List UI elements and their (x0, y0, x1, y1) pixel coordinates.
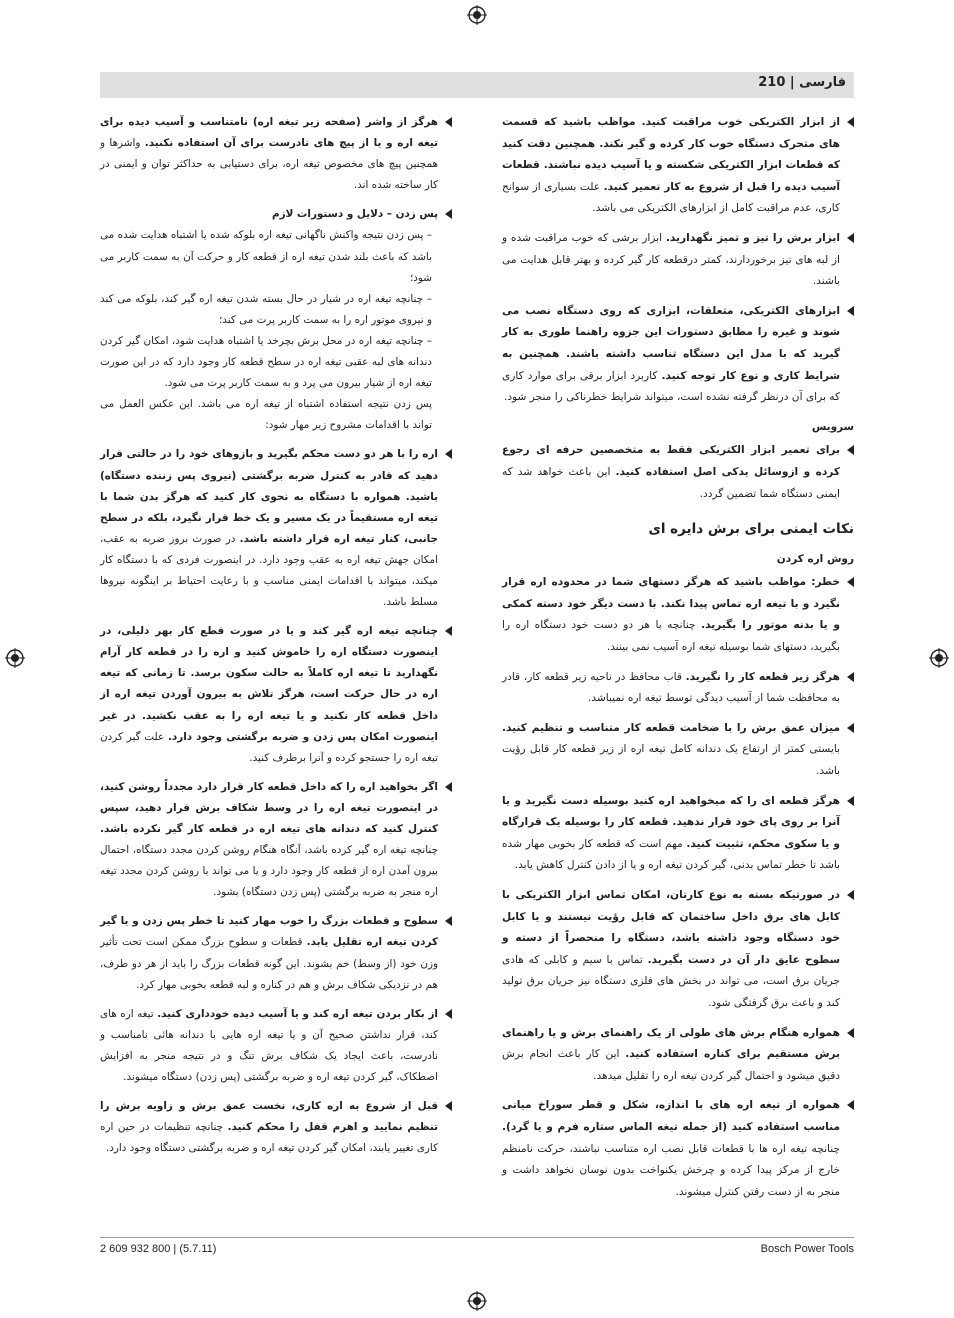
list-item (502, 885, 854, 1015)
item-bold-text: در صورتیکه بسته به نوع کارتان، امکان تماس ابزار الکتریکی با کابل های برق داخل ساختمان که قابل رؤیت نیستند و یا کابل خود دستگاه وجود داشته باشد، دستگاه را منحصراً از دسته و سطوح عایق دار آن در دست بگیرید. (502, 889, 840, 966)
item-text: چنانچه با هر دو دست خود دستگاه اره را بگیرید، دستهای شما بوسیله تیغه اره آسیب نمی بینند. (502, 619, 840, 654)
list-item (100, 112, 452, 196)
item-text: ابزار برشی که خوب مراقبت شده و از لبه های تیز برخوردارند، کمتر درقطعه کار گیر کرده و بهتر قابل هدایت می باشند. (502, 231, 840, 288)
bullet-triangle-icon (445, 782, 452, 792)
item-text: در صورت بروز ضربه به عقب، امکان جهش تیغه اره به عقب وجود دارد. در اینصورت فردی که با دستگاه کار میکند، میتواند با اقدامات ایمنی مناسب و با رعایت احتیاط بر اینگونه نیروها مسلط باشد. (100, 532, 438, 609)
item-bold-text: سطوح و قطعات بزرگ را خوب مهار کنید تا خطر پس زدن و یا گیر کردن تیغه اره تقلیل یابد. (100, 915, 438, 949)
list-item (100, 1096, 452, 1159)
bullet-triangle-icon (445, 117, 452, 127)
bullet-triangle-icon (847, 1028, 854, 1038)
footer-divider (100, 1237, 854, 1238)
kickback-line: – چنانچه تیغه اره در محل برش بچرخد یا اشتباه هدایت شود، امکان گیر کردن دندانه های لبه عقبی تیغه اره در سطح قطعه کار وجود دارد که در این صورت تیغه اره از شیار بیرون می پرد و به سمت کاربر پرت می شود. (100, 334, 432, 390)
list-item (502, 1095, 854, 1203)
item-bold-text: هرگز از واشر (صفحه زیر تیغه اره) نامتناسب و آسیب دیده برای تیغه اره و یا از پیچ های نادرست برای آن استفاده نکنید. (100, 116, 438, 150)
page-title: فارسی | 210 (758, 75, 846, 90)
item-bold-text: همواره از تیغه اره های با اندازه، شکل و قطر سوراخ میانی مناسب استفاده کنید (از جمله تیغه الماس ستاره فرم و یا گرد). (502, 1099, 840, 1133)
registration-mark-bottom (467, 1291, 487, 1311)
section-heading-service: سرویس (811, 420, 854, 433)
item-text: کاربرد ابزار برقی برای موارد کاری که برای آن درنظر گرفته نشده است، میتواند شرایط خطرناکی را منجر شود. (502, 369, 840, 404)
list-item (100, 911, 452, 995)
bullet-triangle-icon (847, 117, 854, 127)
item-bold-text: میزان عمق برش را با ضخامت قطعه کار متناسب و تنظیم کنید. (502, 721, 840, 734)
bullet-triangle-icon (847, 723, 854, 733)
list-item (502, 228, 854, 293)
bullet-triangle-icon (445, 209, 452, 219)
list-item (100, 777, 452, 904)
left-column (100, 112, 452, 1167)
section-heading-safety: نکات ایمنی برای برش دایره ای (648, 521, 854, 538)
bullet-triangle-icon (445, 916, 452, 926)
item-bold-text: برای تعمیر ابزار الکتریکی فقط به متخصصین حرفه ای رجوع کرده و ازوسائل یدکی اصل استفاده کنید. (502, 444, 841, 478)
kickback-line: – پس زدن نتیجه واکنش ناگهانی تیغه اره بلوکه شده یا اشتباه هدایت شده می باشد که باعث بلند شدن تیغه اره از قطعه کار و حرکت آن به سمت کاربر می شود؛ (100, 229, 432, 284)
bullet-triangle-icon (445, 449, 452, 459)
bullet-triangle-icon (847, 233, 854, 243)
registration-mark-top (467, 5, 487, 25)
list-item (502, 791, 854, 877)
kickback-line: – چنانچه تیغه اره در شیار در حال بسته شدن تیغه اره گیر کند، بلوکه می کند و نیروی موتور اره را به سمت کاربر پرت می کند؛ (100, 292, 432, 326)
item-text: تیغه اره های کند، قرار نداشتن صحیح آن و یا تیغه اره هایی با دندانه هائی نامناسب و نادرست، باعث ایجاد یک شکاف برش تنگ و در نتیجه منجر به افزایش اصطکاک، گیر کردن تیغه اره و ضربه برگشتی (پس زدن) دستگاه میشوند. (100, 1007, 438, 1084)
item-bold-text: اگر بخواهید اره را که داخل قطعه کار قرار دارد مجدداً روشن کنید، در اینصورت تیغه اره را در وسط شکاف برش قرار دهید، سپس کنترل کنید که دندانه های تیغه اره در قطعه کار گیر نکرده باشد. (100, 780, 438, 835)
item-bold-text: هرگز قطعه ای را که میخواهید اره کنید بوسیله دست نگیرید و یا آنرا بر روی پای خود قرار ندهید. قطعه کار را بوسیله یک قرارگاه و یا سکوی محکم، تثبیت کنید. (502, 794, 840, 850)
list-item (502, 718, 854, 783)
list-item (502, 1023, 854, 1088)
item-bold-text: همواره هنگام برش های طولی از یک راهنمای برش و یا راهنمای برش مستقیم برای کناره استفاده کنید. (502, 1026, 840, 1061)
item-text: قطعات و سطوح بزرگ ممکن است تحت تأثیر وزن خود (از وسط) خم بشوند. این گونه قطعات بزرگ را باید از هر دو طرف، هم در نزدیکی شکاف برش و هم در کناره و لبه قطعه بخوبی مهار کرد. (100, 936, 438, 991)
kickback-line: پس زدن نتیجه استفاده اشتباه از تیغه اره می باشد. این عکس العمل می تواند با اقدامات مشروح زیر مهار شود: (100, 398, 432, 432)
item-bold-text: قبل از شروع به اره کاری، نخست عمق برش و زاویه برش را تنظیم نمایید و اهرم قفل را محکم کنید. (100, 1100, 438, 1134)
registration-mark-left (5, 648, 25, 668)
item-bold-text: خطر: مواظب باشید که هرگز دستهای شما در محدوده اره قرار نگیرد و با تیغه اره تماس پیدا نکند. با دست دیگر خود دسته کمکی و یا بدنه موتور را بگیرید. (502, 576, 840, 632)
item-text: علت گیر کردن تیغه اره را جستجو کرده و آنرا برطرف کنید. (100, 730, 438, 764)
bullet-triangle-icon (445, 1101, 452, 1111)
item-bold-text: ابزار برش را تیز و تمیز نگهدارید. (665, 231, 840, 244)
list-item (502, 572, 854, 658)
page-header (100, 72, 854, 98)
list-item (100, 621, 452, 769)
item-text: این کار باعث انجام برش دقیق میشود و احتمال گیر کردن تیغه اره را تقلیل میدهد. (502, 1048, 840, 1082)
bullet-triangle-icon (445, 1009, 452, 1019)
item-bold-text: از بکار بردن تیغه اره کند و یا آسیب دیده خودداری کنید. (157, 1007, 438, 1020)
item-bold-text: ابزارهای الکتریکی، متعلقات، ابزاری که روی دستگاه نصب می شوند و غیره را مطابق دستورات این جزوه راهنما طوری به کار گیرید که با مدل این دستگاه تناسب داشته باشند. همچنین به شرایط کاری و نوع کار توجه کنید. (502, 304, 840, 382)
bullet-triangle-icon (445, 626, 452, 636)
list-item (502, 301, 854, 409)
item-bold-text: اره را با هر دو دست محکم بگیرید و بازوهای خود را در حالتی قرار دهید که قادر به کنترل ضربه برگشتی (نیروی پس زننده دستگاه) باشید. همواره با دستگاه به نحوی کار کنید که هرگز بدن شما با تیغه اره مستقیماً در یک مسیر و یک خط قرار نگیرد، بلکه در سطح جانبی، کنار تیغه اره قرار داشته باشد. (100, 448, 438, 545)
bullet-triangle-icon (847, 1100, 854, 1110)
list-item (100, 444, 452, 613)
list-item (502, 440, 854, 505)
kickback-section (100, 204, 452, 436)
item-text: قاب محافظ در ناحیه زیر قطعه کار، قادر به محافظت شما از آسیب دیدگی توسط تیغه اره نمیباشد. (502, 670, 840, 705)
item-text: بایستی کمتر از ارتفاع یک دندانه کامل تیغه اره از زیر قطعه کار قابل رؤیت باشد. (502, 743, 840, 778)
item-text: مهم است که قطعه کار بخوبی مهار شده باشد تا خطر تماس بدنی، گیر کردن تیغه اره و یا از دادن کنترل کاهش یابد. (502, 837, 840, 872)
item-text: چنانچه تیغه اره ها با قطعات قابل نصب اره متناسب نباشند، حرکت نامنظم خارج از مرکز پیدا کرده و چرخش یکنواخت بدون نوسان نخواهد داشت و منجر به از دست رفتن کنترل میشوند. (502, 1142, 840, 1198)
item-text: علت بسیاری از سوانح کاری، عدم مراقبت کامل از ابزارهای الکتریکی می باشد. (502, 180, 840, 215)
item-bold-text: از ابزار الکتریکی خوب مراقبت کنید. مواظب باشید که قسمت های متحرک دستگاه خوب کار کرده و گیر نکند. همچنین دقت کنید که قطعات ابزار الکتریکی شکسته و یا آسیب دیده نباشند. قطعات آسیب دیده را قبل از شروع به کار تعمیر کنید. (502, 116, 840, 193)
item-text: چنانچه تنظیمات در حین اره کاری تغییر یابند، امکان گیر کردن تیغه اره و ضربه برگشتی دستگاه وجود دارد. (100, 1121, 438, 1155)
registration-mark-right (929, 648, 949, 668)
item-bold-text: چنانچه تیغه اره گیر کند و یا در صورت قطع کار بهر دلیلی، در اینصورت دستگاه اره را خاموش کنید و اره را در قطعه کار آرام نگهدارید تا تیغه اره کاملاً به حالت سکون برسد. تا زمانی که تیغه اره در حال حرکت است، هرگز تلاش به بیرون آوردن تیغه اره از داخل قطعه کار نکنید و یا تیغه اره را به عقب نکشید. در غیر اینصورت امکان پس زدن و ضربه برگشتی وجود دارد. (100, 625, 438, 743)
item-text: تماس با سیم و کابلی که هادی جریان برق است، می تواند در بخش های فلزی دستگاه نیز جریان برق تولید کند و باعث برق گرفتگی شود. (502, 953, 840, 1009)
bullet-triangle-icon (847, 577, 854, 587)
document-number: 2 609 932 800 | (5.7.11) (100, 1243, 217, 1255)
bullet-triangle-icon (847, 306, 854, 316)
bullet-triangle-icon (847, 672, 854, 682)
item-text: این باعث خواهد شد که ایمنی دستگاه شما تضمین گردد. (502, 465, 840, 500)
subheading-sawing: روش اره کردن (776, 552, 854, 565)
bullet-triangle-icon (847, 796, 854, 806)
kickback-heading: پس زدن – دلایل و دستورات لازم (271, 208, 438, 221)
right-column (502, 112, 854, 1211)
brand-label: Bosch Power Tools (760, 1243, 854, 1255)
item-text: واشرها و همچنین پیچ های مخصوص تیغه اره، برای دستیابی به حداکثر توان و ایمنی در کار ساخته شده اند. (100, 137, 438, 192)
list-item (502, 667, 854, 710)
list-item (502, 112, 854, 220)
bullet-triangle-icon (847, 445, 854, 455)
item-text: چنانچه تیغه اره گیر کرده باشد، آنگاه هنگام روشن کردن مجدد دستگاه، احتمال بیرون آمدن اره از قطعه کار وجود دارد و یا می تواند با روشن کردن مجدد تیغه اره منجر به ضربه برگشتی (پس زدن دستگاه) بشود. (100, 844, 438, 899)
bullet-triangle-icon (847, 890, 854, 900)
list-item (100, 1004, 452, 1088)
item-bold-text: هرگز زیر قطعه کار را نگیرید. (685, 670, 840, 683)
